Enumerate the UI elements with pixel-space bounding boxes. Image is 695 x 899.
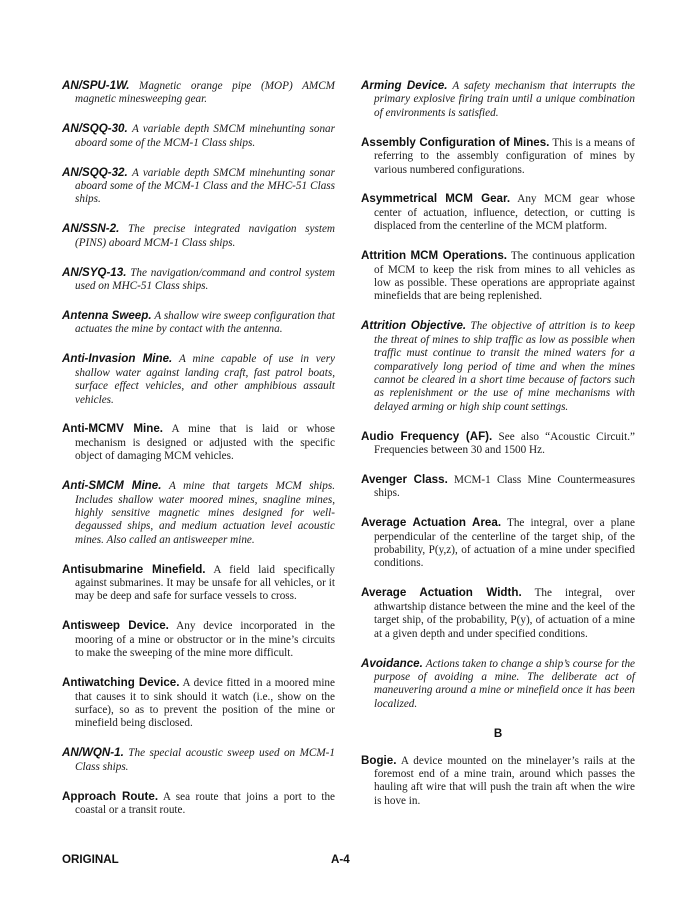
glossary-term: Avoidance. [361, 656, 423, 670]
glossary-entry [361, 136, 635, 177]
glossary-definition: A device fitted in a moored mine that causes it to sink should it watch (i.e., show on the surface), so as to prevent the position of the mine or minefield being disclosed. [75, 677, 335, 730]
left-column [62, 79, 335, 833]
glossary-entry [361, 249, 635, 304]
glossary-term: Arming Device. [361, 79, 448, 92]
glossary-definition: The integral, over a plane perpendicular of the centerline of the target ship, of the probability, P(y,z), of actuation of a mine under specified conditions. [374, 517, 635, 570]
glossary-term: AN/SQQ-30. [62, 122, 128, 136]
glossary-term: Anti-Invasion Mine. [62, 352, 173, 366]
glossary-entry [62, 479, 335, 547]
glossary-entry [361, 657, 635, 712]
glossary-entry [361, 586, 635, 641]
glossary-definition: A mine that is laid or whose mechanism is designed or adjusted with the specific object of damaging MCM vehicles. [75, 423, 336, 463]
glossary-definition: A mine that targets MCM ships. Includes shallow water moored mines, snagline mines, highly sensitive magnetic mines designed for well-degaussed ships, and medium actuation level acoustic mines. Also called an antisweeper mine. [75, 480, 336, 546]
glossary-term: Antenna Sweep. [62, 308, 152, 322]
glossary-entry [62, 122, 335, 150]
glossary-definition: The special acoustic sweep used on MCM-1 Class ships. [75, 747, 335, 773]
glossary-term: AN/SPU-1W. [62, 79, 130, 92]
glossary-term: Avenger Class. [361, 472, 448, 486]
glossary-term: AN/SYQ-13. [62, 265, 127, 279]
glossary-definition: A device mounted on the minelayer’s rails at the foremost end of a mine train, around which passes the hauling aft wire that will push the train aft when the wire is hove in. [374, 754, 635, 807]
glossary-term: Bogie. [361, 753, 397, 767]
glossary-definition: Any MCM gear whose center of actuation, influence, detection, or cutting is displaced from the centerline of the MCM platform. [374, 193, 635, 233]
glossary-entry [62, 79, 335, 107]
glossary-definition: The navigation/command and control system used on MHC-51 Class ships. [75, 266, 335, 293]
glossary-definition: The objective of attrition is to keep the threat of mines to ship traffic as low as possible when traffic must continue to transit the mined waters for a comparatively long period of time and when the mines cannot be cleared in a short time because of factors such as replenishment or the use of mine mechanisms with delayed arming or high ship count settings. [374, 320, 635, 413]
right-column [361, 79, 635, 824]
glossary-entry [361, 192, 635, 233]
glossary-entry [62, 352, 335, 407]
glossary-term: Anti-MCMV Mine. [62, 422, 163, 436]
glossary-entry [361, 319, 635, 414]
glossary-definition: Any device incorporated in the mooring of a mine or obstructor or in the mine’s circuits to make the sweeping of the mine more difficult. [75, 620, 335, 660]
glossary-definition: The precise integrated navigation system (PINS) aboard MCM-1 Class ships. [75, 223, 336, 249]
section-heading-b: B [493, 726, 503, 740]
glossary-definition: Magnetic orange pipe (MOP) AMCM magnetic minesweeping gear. [75, 80, 335, 106]
glossary-term: Average Actuation Width. [361, 586, 522, 600]
glossary-entry [62, 790, 335, 818]
glossary-definition: The integral, over athwartship distance between the mine and the keel of the target ship, of the probability, P(y), of actuation of a mine at a given depth and under specified conditions. [374, 587, 635, 640]
glossary-entry [361, 516, 635, 571]
glossary-term: AN/SSN-2. [62, 222, 120, 236]
glossary-entry [62, 266, 335, 294]
footer-page-number: A-4 [331, 853, 350, 866]
glossary-entry [361, 79, 635, 120]
glossary-term: Asymmetrical MCM Gear. [361, 192, 511, 206]
glossary-entry [62, 309, 335, 337]
glossary-term: Antiwatching Device. [62, 676, 180, 690]
glossary-definition: A safety mechanism that interrupts the primary explosive firing train until a unique combination of environments is satisfied. [374, 80, 635, 119]
glossary-term: Audio Frequency (AF). [361, 429, 493, 443]
glossary-entry [361, 473, 635, 501]
glossary-term: AN/SQQ-32. [62, 165, 128, 179]
glossary-term: Approach Route. [62, 789, 159, 803]
glossary-definition: A sea route that joins a port to the coastal or a transit route. [75, 790, 335, 816]
glossary-definition: The continuous application of MCM to keep the risk from mines to all vehicles as low as possible. These operations are appropriate against minefields that are being replenished. [374, 250, 635, 303]
glossary-term: Antisubmarine Minefield. [62, 562, 206, 576]
glossary-term: Attrition MCM Operations. [361, 249, 508, 263]
glossary-definition: A shallow wire sweep configuration that actuates the mine by contact with the antenna. [75, 309, 335, 336]
glossary-definition: Actions taken to change a ship’s course for the purpose of avoiding a mine. The deliberate act of maneuvering around a mine or minefield once it has been localized. [374, 657, 635, 710]
glossary-definition: MCM-1 Class Mine Countermeasures ships. [374, 473, 635, 500]
glossary-entry [62, 746, 335, 774]
glossary-term: AN/WQN-1. [62, 746, 124, 760]
section-b-entries [361, 754, 635, 809]
footer-revision: ORIGINAL [62, 853, 119, 866]
glossary-definition: A variable depth SMCM minehunting sonar aboard some of the MCM-1 Class ships. [75, 123, 335, 149]
right-column-entries [361, 79, 635, 711]
glossary-definition: A variable depth SMCM minehunting sonar aboard some of the MCM-1 Class and the MHC-51 Class ships. [75, 166, 335, 206]
glossary-entry [62, 619, 335, 660]
glossary-entry [62, 422, 335, 463]
glossary-definition: See also “Acoustic Circuit.” Frequencies between 30 and 1500 Hz. [374, 430, 636, 457]
glossary-term: Anti-SMCM Mine. [62, 479, 162, 493]
glossary-term: Antisweep Device. [62, 619, 169, 633]
glossary-entry [62, 676, 335, 731]
glossary-entry [62, 222, 335, 250]
glossary-term: Attrition Objective. [361, 319, 467, 333]
glossary-definition: A field laid specifically against submarines. It may be unsafe for all vehicles, or it may be deep and safe for surface vessels to cross. [75, 563, 336, 603]
glossary-entry [361, 754, 635, 809]
glossary-entry [62, 563, 335, 604]
glossary-entry [62, 166, 335, 207]
glossary-term: Assembly Configuration of Mines. [361, 135, 550, 149]
glossary-term: Average Actuation Area. [361, 516, 502, 530]
glossary-entry [361, 430, 635, 458]
glossary-definition: A mine capable of use in very shallow water against landing craft, fast patrol boats, surface effect vehicles, and other amphibious assault vehicles. [75, 353, 336, 406]
glossary-definition: This is a means of referring to the assembly configuration of mines by various numbered configurations. [374, 136, 635, 176]
